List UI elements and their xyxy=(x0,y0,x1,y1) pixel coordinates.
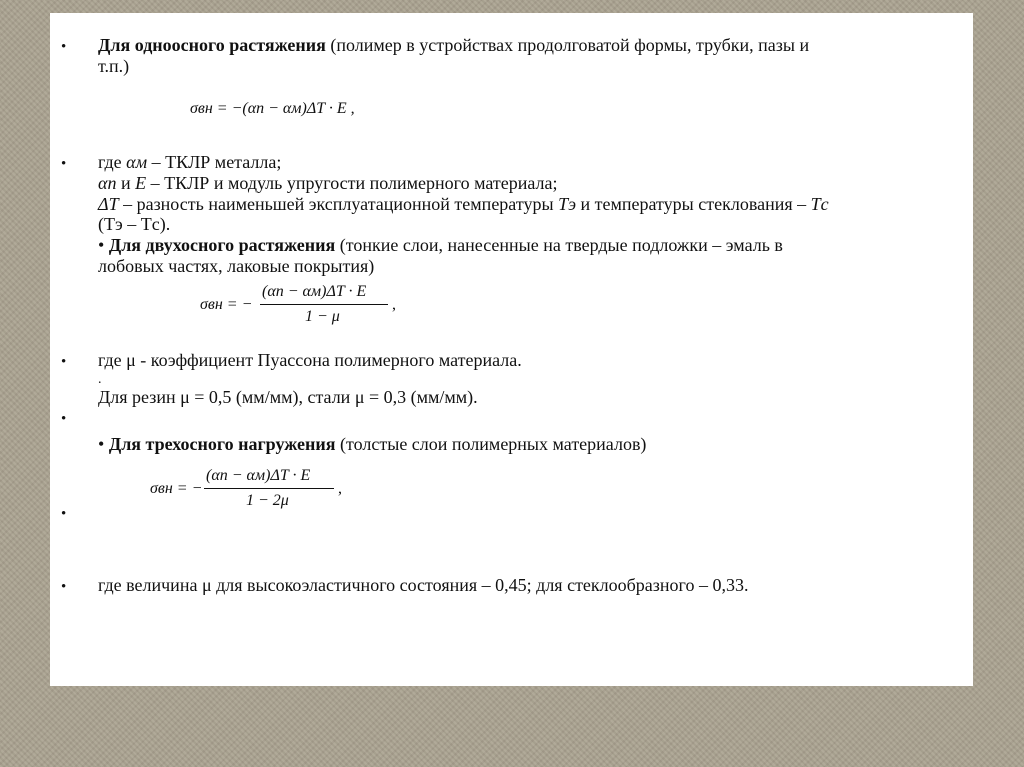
uniaxial-line-1 xyxy=(98,35,809,55)
where-line-4: (Tэ – Tс). xyxy=(98,214,171,234)
bullet-4: • xyxy=(61,411,67,427)
uniaxial-line-2: т.п.) xyxy=(98,56,130,76)
formula-biaxial: σвн = − (αп − αм)ΔT · E 1 − μ , xyxy=(200,283,396,325)
bullet-2: • xyxy=(61,156,67,172)
bullet-3: • xyxy=(61,354,67,370)
poisson-line-1: где μ - коэффициент Пуассона полимерного материала. xyxy=(98,350,522,370)
biaxial-line-1: • Для двухосного растяжения (тонкие слои, нанесенные на твердые подложки – эмаль в xyxy=(98,235,783,255)
slide xyxy=(50,13,973,686)
last-line: где величина μ для высокоэластичного состояния – 0,45; для стеклообразного – 0,33. xyxy=(98,575,749,595)
uniaxial-heading: Для одноосного растяжения xyxy=(98,35,326,55)
bullet-6: • xyxy=(61,579,67,595)
triaxial-line: • Для трехосного нагружения (толстые слои полимерных материалов) xyxy=(98,434,647,454)
bullet-1: • xyxy=(61,39,67,55)
poisson-line-2: Для резин μ = 0,5 (мм/мм), стали μ = 0,3 (мм/мм). xyxy=(98,387,478,407)
triaxial-heading: Для трехосного нагружения xyxy=(108,434,336,454)
formula-triaxial: σвн = − (αп − αм)ΔT · E 1 − 2μ , xyxy=(150,467,342,509)
bullet-5: • xyxy=(61,506,67,522)
biaxial-line-2: лобовых частях, лаковые покрытия) xyxy=(98,256,375,276)
uniaxial-desc: (полимер в устройствах продолговатой формы, трубки, пазы и xyxy=(325,35,810,55)
where-line-2: αп и E – ТКЛР и модуль упругости полимерного материала; xyxy=(98,173,558,193)
poisson-dot: . xyxy=(98,372,102,387)
biaxial-heading: Для двухосного растяжения xyxy=(108,235,336,255)
where-line-3: ΔT – разность наименьшей эксплуатационной температуры Tэ и температуры стеклования – Tс xyxy=(98,194,829,214)
formula-uniaxial: σвн = −(αп − αм)ΔT · E , xyxy=(190,100,355,117)
where-line-1: где αм – ТКЛР металла; xyxy=(98,152,282,172)
